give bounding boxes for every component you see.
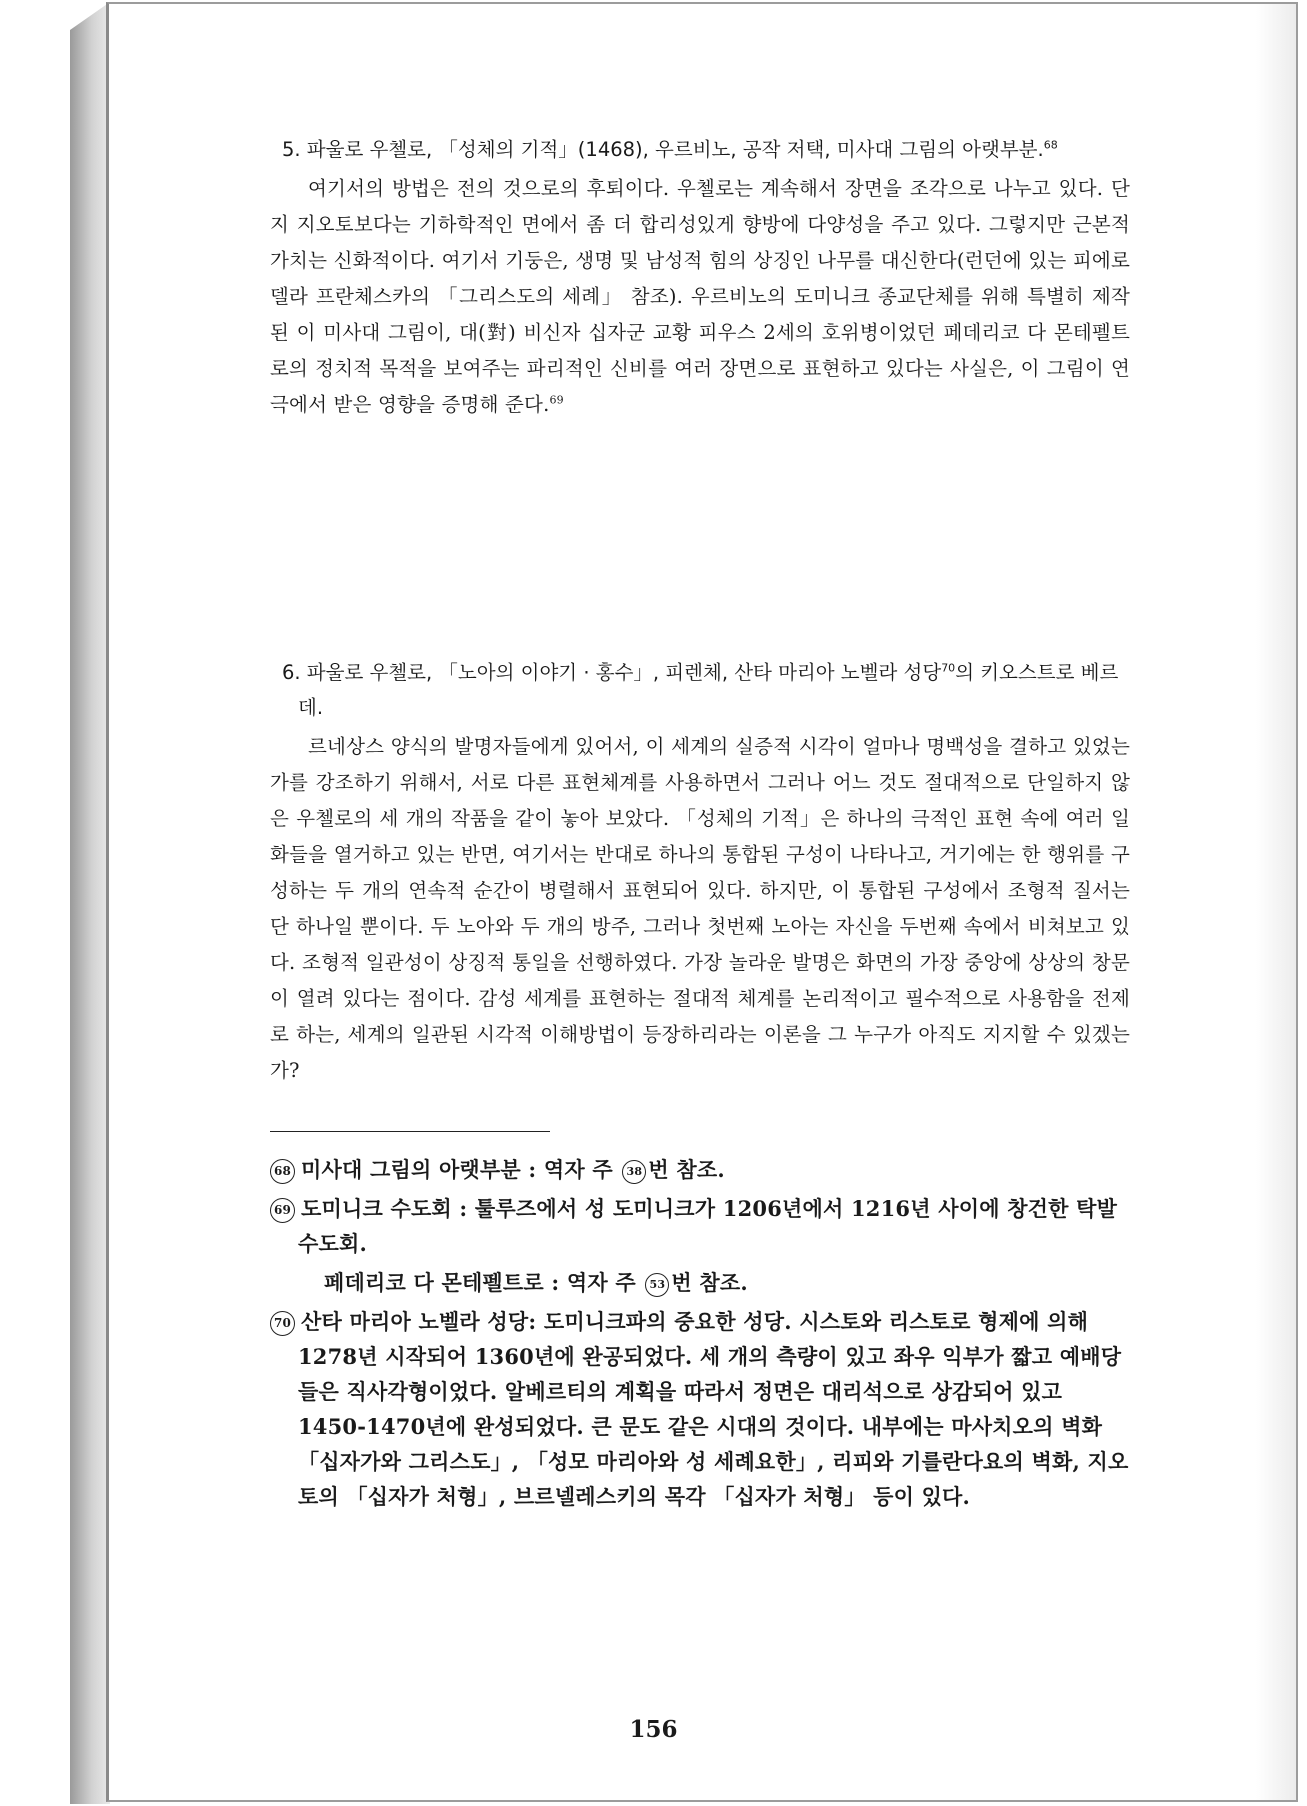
footnote-ref-69: 69 [549, 393, 564, 407]
section-2 [270, 655, 1130, 1089]
circled-ref: 53 [645, 1273, 669, 1297]
footnote-number: 69 [270, 1198, 295, 1223]
footnote-ref-68: 68 [1043, 138, 1058, 152]
paragraph-1: 여기서의 방법은 전의 것으로의 후퇴이다. 우첼로는 계속해서 장면을 조각으로 나누고 있다. 단지 지오토보다는 기하학적인 면에서 좀 더 합리성있게 향방에 다양성을 주고 있다. 그렇지만 근본적 가치는 신화적이다. 여기서 기둥은, 생명 및 남성적 힘의 상징인 나무를 대신한다(런던에 있는 피에로 델라 프란체스카의 「그리스도의 세례」 참조). 우르비노의 도미니크 종교단체를 위해 특별히 제작된 이 미사대 그림이, 대(對) 비신자 십자군 교황 피우스 2세의 호위병이었던 페데리코 다 몬테펠트로의 정치적 목적을 보여주는 파리적인 신비를 여러 장면으로 표현하고 있다는 사실은, 이 그림이 연극에서 받은 영향을 증명해 준다.$^{69}$ [270, 177, 1130, 416]
circled-ref: 38 [622, 1160, 646, 1184]
footnotes [270, 1152, 1130, 1514]
page-number: 156 [629, 1716, 678, 1743]
footnote-68: 68 미사대 그림의 아랫부분 : 역자 주 38 번 참조. [270, 1152, 1130, 1187]
footnote-number: 70 [270, 1311, 295, 1336]
figure-caption-6: 6. 파울로 우첼로, 「노아의 이야기 · 홍수」, 피렌체, 산타 마리아 노벨라 성당$^{70}$의 키오스트로 베르데. [282, 661, 1119, 719]
paragraph-2: 르네상스 양식의 발명자들에게 있어서, 이 세계의 실증적 시각이 얼마나 명백성을 결하고 있었는가를 강조하기 위해서, 서로 다른 표현체계를 사용하면서 그러나 어느 것도 절대적으로 단일하지 않은 우첼로의 세 개의 작품을 같이 놓아 보았다. 「성체의 기적」은 하나의 극적인 표현 속에 여러 일화들을 열거하고 있는 반면, 여기서는 반대로 하나의 통합된 구성이 나타나고, 거기에는 한 행위를 구성하는 두 개의 연속적 순간이 병렬해서 표현되어 있다. 하지만, 이 통합된 구성에서 조형적 질서는 단 하나일 뿐이다. 두 노아와 두 개의 방주, 그러나 첫번째 노아는 자신을 두번째 속에서 비쳐보고 있다. 조형적 일관성이 상징적 통일을 선행하였다. 가장 놀라운 발명은 화면의 가장 중앙에 상상의 창문이 열려 있다는 점이다. 감성 세계를 표현하는 절대적 체계를 논리적이고 필수적으로 사용함을 전제로 하는, 세계의 일관된 시각적 이해방법이 등장하리라는 이론을 그 누구가 아직도 지지할 수 있겠는가? [270, 735, 1130, 1082]
page-content [270, 132, 1130, 1518]
footnote-number: 68 [270, 1159, 295, 1184]
footnote-69-continued: 페데리코 다 몬테펠트로 : 역자 주 53 번 참조. [324, 1270, 748, 1295]
footnote-divider [270, 1131, 550, 1132]
footnote-ref-70: 70 [941, 661, 956, 675]
figure-caption-5: 5. 파울로 우첼로, 「성체의 기적」(1468), 우르비노, 공작 저택, 미사대 그림의 아랫부분.$^{68}$ [282, 138, 1058, 161]
book-spine-edge [70, 2, 110, 1804]
footnote-70: 70 산타 마리아 노벨라 성당: 도미니크파의 중요한 성당. 시스토와 리스토로 형제에 의해 1278년 시작되어 1360년에 완공되었다. 세 개의 측량이 있고 좌우 익부가 짧고 예배당들은 직사각형이었다. 알베르티의 계획을 따라서 정면은 대리석으로 상감되어 있고 1450-1470년에 완성되었다. 큰 문도 같은 시대의 것이다. 내부에는 마사치오의 벽화 「십자가와 그리스도」, 「성모 마리아와 성 세례요한」, 리피와 기를란다요의 벽화, 지오토의 「십자가 처형」, 브르넬레스키의 목각 「십자가 처형」 등이 있다. [270, 1304, 1130, 1514]
footnote-69: 69 도미니크 수도회 : 툴루즈에서 성 도미니크가 1206년에서 1216년 사이에 창건한 탁발 수도회. [270, 1191, 1130, 1261]
